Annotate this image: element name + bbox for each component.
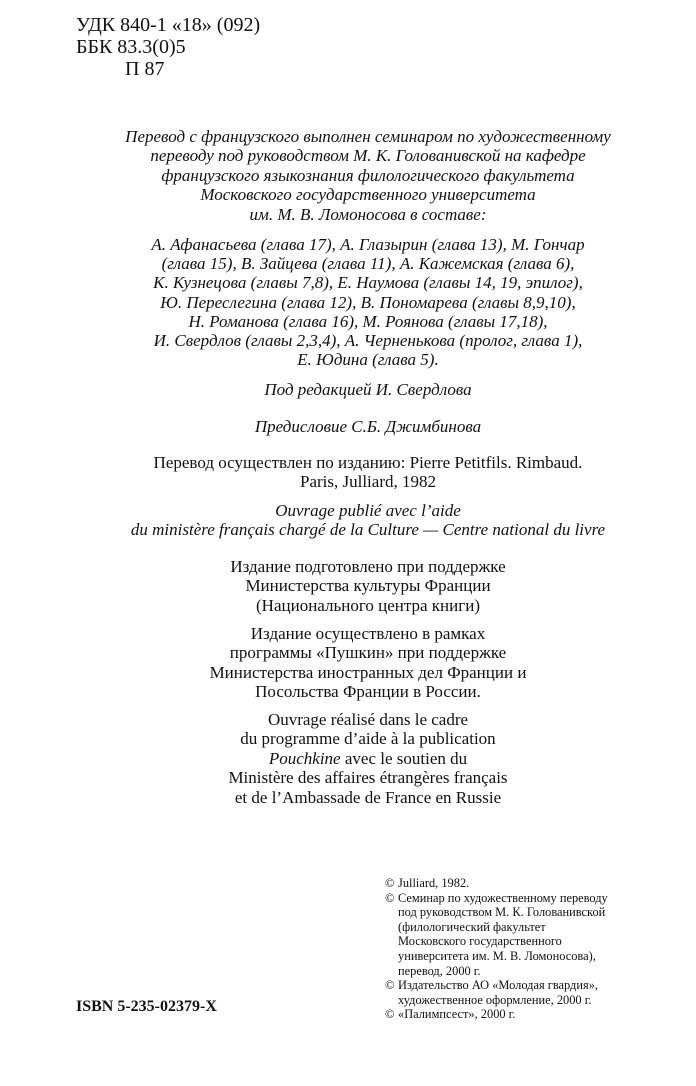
copyright-symbol: © — [385, 1007, 395, 1022]
copyright-line: Семинар по художественному переводу — [398, 890, 608, 905]
ouvrage-publie-note — [70, 501, 666, 540]
intro-line: переводу под руководством М. К. Голованивской на кафедре — [150, 146, 586, 166]
copyright-line: Julliard, 1982. — [398, 876, 470, 890]
pushkin-fr-line: du programme d’aide à la publication — [240, 729, 496, 749]
preface-credit: Предисловие С.Б. Джимбинова — [254, 417, 482, 436]
copyright-line: художественное оформление, 2000 г. — [398, 992, 592, 1007]
pouchkine-program-name: Pouchkine — [268, 748, 341, 768]
translators-line: И. Свердлов (главы 2,3,4), А. Черненькова (пролог, глава 1), — [153, 331, 583, 351]
translators-line: К. Кузнецова (главы 7,8), Е. Наумова (главы 14, 19, эпилог), — [153, 273, 583, 293]
copyright-item — [385, 978, 675, 1007]
copyright-line: перевод, 2000 г. — [398, 963, 481, 978]
translators-line: Н. Романова (глава 16), М. Роянова (главы 17,18), — [188, 311, 548, 331]
copyright-symbol: © — [385, 890, 395, 905]
pushkin-program-note-fr — [70, 710, 666, 807]
pushkin-fr-line — [70, 749, 666, 768]
pushkin-ru-line: Посольства Франции в России. — [255, 682, 481, 702]
copyright-symbol: © — [385, 876, 395, 890]
copyright-line: «Палимпсест», 2000 г. — [398, 1007, 516, 1022]
ouvrage-line: du ministère français chargé de la Culture — Centre national du livre — [130, 520, 606, 540]
isbn: ISBN 5-235-02379-X — [76, 998, 217, 1015]
support-line: Министерства культуры Франции — [245, 576, 491, 596]
copyright-notices — [385, 876, 675, 1022]
support-note-ru — [70, 557, 666, 615]
pushkin-ru-line: Издание осуществлено в рамках — [250, 624, 486, 643]
support-line: Издание подготовлено при поддержке — [230, 557, 506, 576]
copyright-item — [385, 891, 675, 979]
pushkin-fr-line: et de l’Ambassade de France en Russie — [234, 787, 502, 807]
pushkin-fr-line: Ouvrage réalisé dans le cadre — [267, 710, 469, 729]
copyright-symbol: © — [385, 978, 395, 993]
classification-codes — [76, 14, 260, 80]
copyright-line: Московского государственного — [398, 934, 562, 949]
pushkin-program-note-ru — [70, 624, 666, 702]
translators-line: (глава 15), В. Зайцева (глава 11), А. Кажемская (глава 6), — [161, 254, 575, 274]
ouvrage-line: Ouvrage publié avec l’aide — [275, 501, 461, 520]
source-line: Перевод осуществлен по изданию: Pierre Petitfils. Rimbaud. — [153, 453, 583, 472]
source-edition — [70, 453, 666, 492]
pushkin-ru-line: программы «Пушкин» при поддержке — [229, 643, 507, 663]
copyright-item — [385, 1007, 675, 1022]
intro-line: Перевод с французского выполнен семинаром по художественному — [125, 127, 611, 146]
intro-line: Московского государственного университета — [200, 185, 536, 205]
copyright-line: университета им. М. В. Ломоносова), — [398, 948, 596, 963]
editor-credit: Под редакцией И. Свердлова — [264, 380, 472, 399]
copyright-line: Издательство АО «Молодая гвардия», — [398, 978, 598, 993]
intro-line: им. М. В. Ломоносова в составе: — [249, 204, 487, 224]
bbk-code: ББК 83.3(0)5 — [76, 36, 186, 58]
support-line: (Национального центра книги) — [256, 595, 480, 615]
author-index: П 87 — [125, 58, 165, 80]
translators-line: Е. Юдина (глава 5). — [297, 350, 439, 370]
copyright-line: под руководством М. К. Голованивской — [398, 905, 606, 920]
translators-line: А. Афанасьева (глава 17), А. Глазырин (глава 13), М. Гончар — [151, 235, 585, 254]
pushkin-fr-line: Ministère des affaires étrangères français — [228, 768, 508, 788]
translation-credits-intro — [70, 127, 666, 224]
pushkin-ru-line: Министерства иностранных дел Франции и — [209, 662, 527, 682]
copyright-line: (филологический факультет — [398, 919, 546, 934]
translators-line: Ю. Переслегина (глава 12), В. Пономарева (главы 8,9,10), — [160, 292, 576, 312]
udk-code: УДК 840-1 «18» (092) — [76, 14, 261, 36]
intro-line: французского языкознания филологического факультета — [161, 165, 575, 185]
copyright-item — [385, 876, 675, 891]
pushkin-fr-line-rest: avec le soutien du — [340, 748, 468, 768]
source-line: Paris, Julliard, 1982 — [300, 472, 436, 492]
translators-list — [70, 235, 666, 369]
